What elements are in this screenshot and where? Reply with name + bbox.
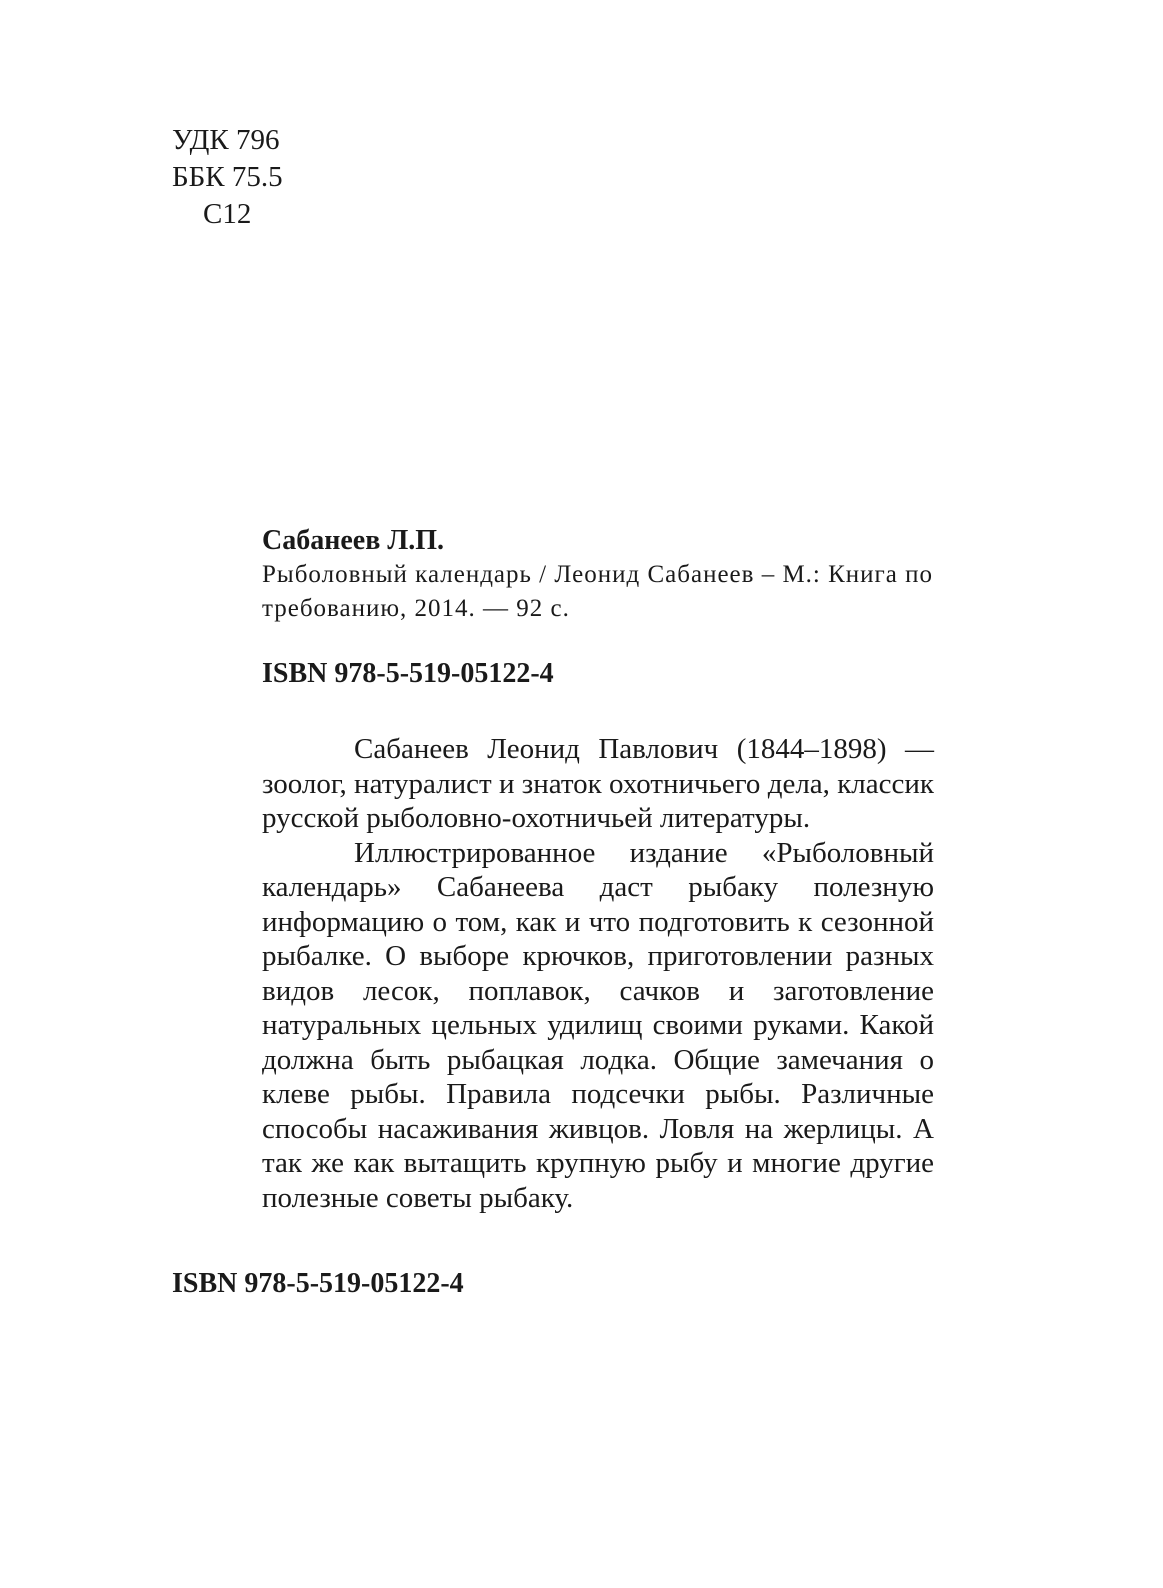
catalog-card [262, 524, 934, 1215]
bibliographic-description: Рыболовный календарь / Леонид Сабанеев – М.: Книга по требованию, 2014. — 92 с. [262, 561, 934, 622]
author-mark: С12 [203, 198, 252, 230]
annotation [262, 732, 934, 1215]
annotation-paragraph-bio: Сабанеев Леонид Павлович (1844–1898) — зоолог, натуралист и знаток охотничьего дела, классик русской рыболовно-охотничьей литературы. [262, 733, 934, 834]
isbn-footer: ISBN 978-5-519-05122-4 [172, 1268, 464, 1299]
author-name: Сабанеев Л.П. [262, 525, 444, 556]
udk-code: УДК 796 [172, 124, 280, 156]
classification-block [172, 122, 283, 233]
bbk-code: ББК 75.5 [172, 161, 283, 193]
isbn-card: ISBN 978-5-519-05122-4 [262, 658, 554, 689]
annotation-paragraph-summary: Иллюстрированное издание «Рыболовный календарь» Сабанеева даст рыбаку полезную информацию о том, как и что подготовить к сезонной рыбалке. О выборе крючков, приготовлении разных видов лесок, поплавок, сачков и заготовление натуральных цельных удилищ своими руками. Какой должна быть рыбацкая лодка. Общие замечания о клеве рыбы. Правила подсечки рыбы. Различные способы насаживания живцов. Ловля на жерлицы. А так же как вытащить крупную рыбу и многие другие полезные советы рыбаку. [262, 836, 934, 1214]
